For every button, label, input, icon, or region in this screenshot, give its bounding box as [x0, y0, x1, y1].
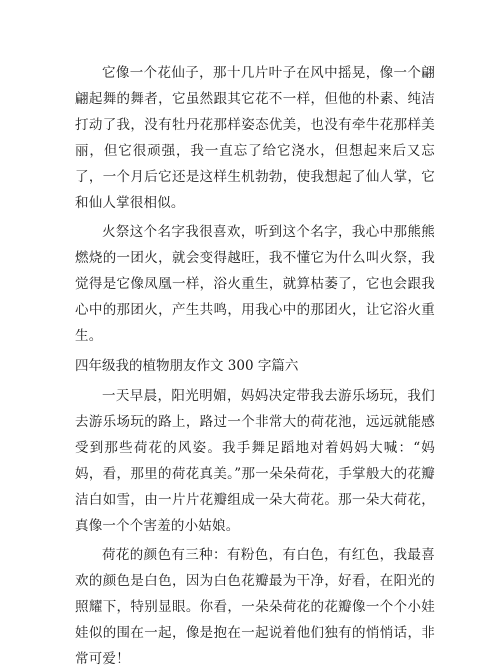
section-title: 四年级我的植物朋友作文 300 字篇六 — [75, 358, 299, 374]
document-page — [75, 60, 435, 672]
paragraph-huoji: 火祭这个名字我很喜欢，听到这个名字，我心中那熊熊燃烧的一团火，就会变得越旺，我不懂它为什么叫火祭，我觉得是它像凤凰一样，浴火重生，就算枯萎了，它也会跟我心中的那团火，产生共鸣，用我心中的那团火，让它浴火重生。 — [75, 224, 435, 344]
paragraph-flower-fairy: 它像一个花仙子，那十几片叶子在风中摇晃，像一个翩翩起舞的舞者，它虽然跟其它花不一样，但他的朴素、纯洁打动了我，没有牡丹花那样姿态优美，也没有牵牛花那样美丽，但它很顽强，我一直忘了给它浇水，但想起来后又忘了，一个月后它还是这样生机勃勃，使我想起了仙人掌，它和仙人掌很相似。 — [75, 65, 435, 211]
paragraph-lotus-morning: 一天早晨，阳光明媚，妈妈决定带我去游乐场玩，我们去游乐场玩的路上，路过一个非常大的荷花池，远远就能感受到那些荷花的风姿。我手舞足蹈地对着妈妈大喊：“妈妈，看，那里的荷花真美。”那一朵朵荷花，手掌般大的花瓣洁白如雪，由一片片花瓣组成一朵大荷花。那一朵大荷花，真像一个个害羞的小姑娘。 — [75, 388, 435, 534]
paragraph-lotus-colors: 荷花的颜色有三种：有粉色，有白色，有红色，我最喜欢的颜色是白色，因为白色花瓣最为干净，好看，在阳光的照耀下，特别显眼。你看，一朵朵荷花的花瓣像一个个小娃娃似的围在一起，像是抱在一起说着他们独有的悄悄话，非常可爱！ — [75, 547, 435, 667]
